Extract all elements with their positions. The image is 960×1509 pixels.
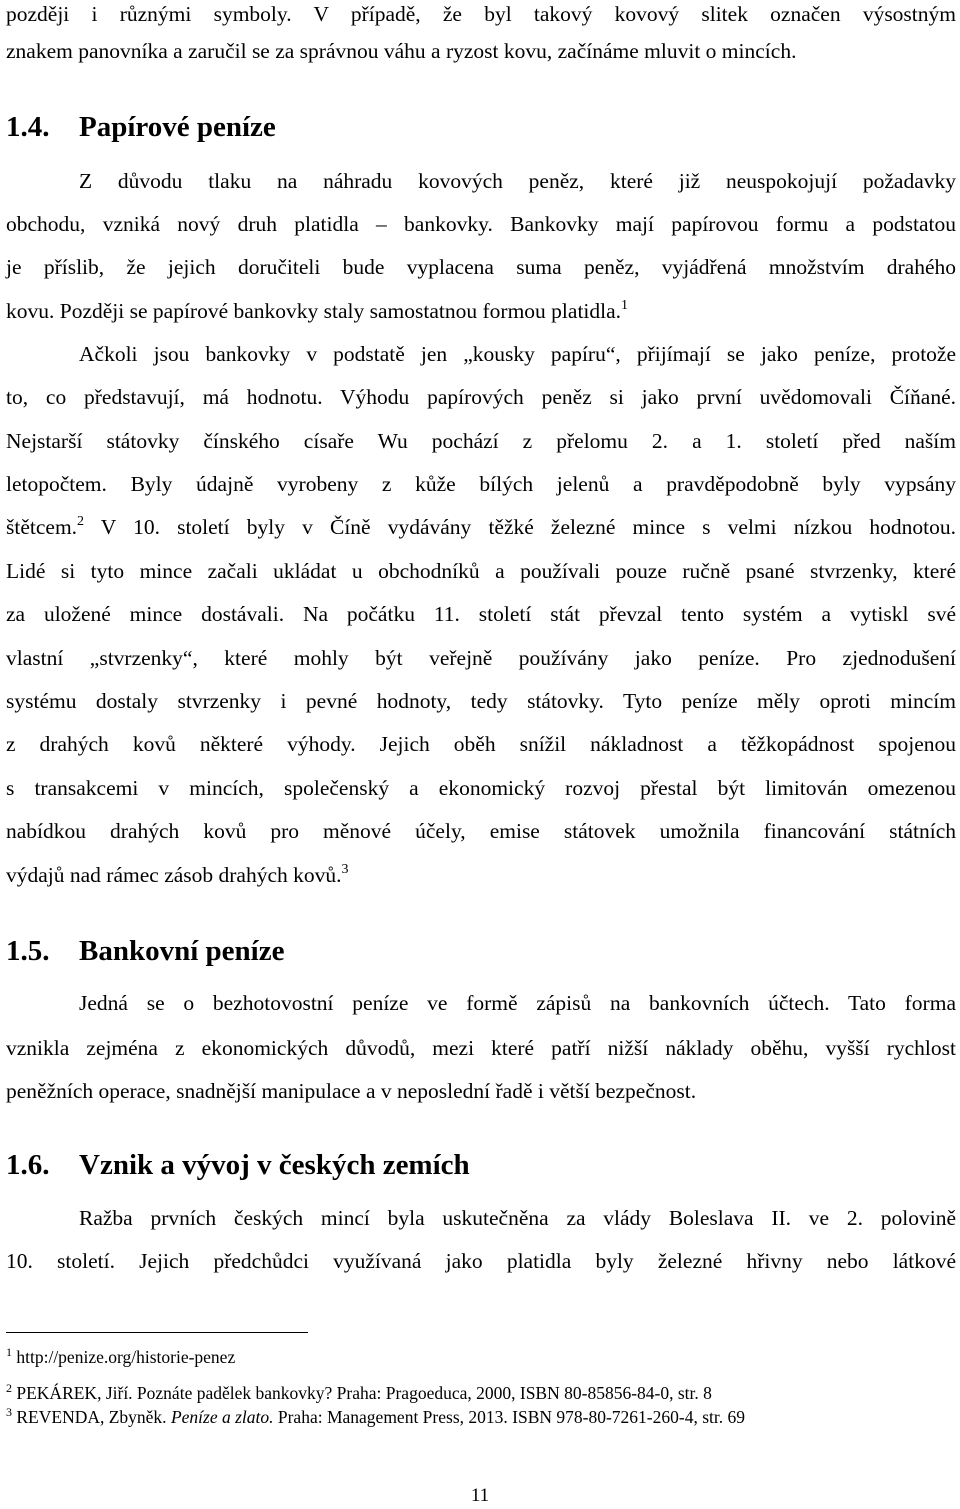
text-line: Lidé si tyto mince začali ukládat u obchodníků a používali pouze ručně psané stvrzenky, které — [6, 559, 956, 583]
section-heading — [6, 932, 284, 970]
text-line: Z důvodu tlaku na náhradu kovových peněz, které již neuspokojují požadavky — [79, 169, 956, 193]
text-line: s transakcemi v mincích, společenský a ekonomický rozvoj přestal být limitován omezenou — [6, 776, 956, 800]
footnote-ref: 3 — [341, 862, 349, 877]
text-line: 10. století. Jejich předchůdci využívaná jako platidla byly železné hřivny nebo látkové — [6, 1249, 956, 1273]
text-line: obchodu, vzniká nový druh platidla – bankovky. Bankovky mají papírovou formu a podstatou — [6, 212, 956, 236]
text-line: Nejstarší státovky čínského císaře Wu pochází z přelomu 2. a 1. století před naším — [6, 429, 956, 453]
text-line: Ačkoli jsou bankovky v podstatě jen „kousky papíru“, přijímají se jako peníze, protože — [79, 342, 956, 366]
text-line: znakem panovníka a zaručil se za správnou váhu a ryzost kovu, začínáme mluvit o mincích. — [6, 39, 797, 63]
text-line: nabídkou drahých kovů pro měnové účely, emise státovek umožnila financování státních — [6, 819, 956, 843]
footnote-title: Peníze a zlato. — [170, 1407, 274, 1427]
text-line: Ražba prvních českých mincí byla uskutečněna za vlády Boleslava II. ve 2. polovině — [79, 1206, 956, 1230]
text-line: to, co představují, má hodnotu. Výhodu papírových peněz si jako první uvědomovali Číňané. — [6, 385, 956, 409]
text-line: letopočtem. Byly údajně vyrobeny z kůže bílých jelenů a pravděpodobně byly vypsány — [6, 472, 956, 496]
footnote-ref: 1 — [621, 298, 629, 313]
text-line: peněžních operace, snadnější manipulace a v neposlední řadě i větší bezpečnost. — [6, 1079, 697, 1103]
text-line: Jedná se o bezhotovostní peníze ve formě zápisů na bankovních účtech. Tato forma — [79, 991, 956, 1015]
text-line: za uložené mince dostávali. Na počátku 11. století stát převzal tento systém a vytiskl své — [6, 602, 956, 626]
text-line: je příslib, že jejich doručiteli bude vyplacena suma peněz, vyjádřená množstvím drahého — [6, 255, 956, 279]
footnote-link[interactable]: http://penize.org/historie-penez — [16, 1347, 236, 1367]
section-title: Bankovní peníze — [79, 935, 285, 967]
footnote-number: 1 — [6, 1345, 12, 1359]
footnote-text: REVENDA, Zbyněk. — [16, 1407, 167, 1427]
section-number: 1.5. — [6, 935, 50, 967]
text-line — [6, 512, 956, 542]
section-number: 1.4. — [6, 111, 50, 143]
footnote-text: Praha: Management Press, 2013. ISBN 978-80-7261-260-4, str. 69 — [277, 1407, 745, 1427]
footnote-number: 2 — [6, 1381, 12, 1395]
footnote — [6, 1382, 712, 1404]
footnote — [6, 1346, 235, 1368]
text-span: výdajů nad rámec zásob drahých kovů. — [6, 863, 342, 887]
text-line — [6, 860, 956, 890]
section-number: 1.6. — [6, 1149, 50, 1181]
footnote-separator — [6, 1332, 308, 1333]
section-title: Papírové peníze — [79, 111, 276, 143]
text-line: z drahých kovů některé výhody. Jejich oběh snížil nákladnost a těžkopádnost spojenou — [6, 732, 956, 756]
page-number: 11 — [470, 1485, 490, 1506]
text-line: později i různými symboly. V případě, že byl takový kovový slitek označen výsostným — [6, 2, 956, 26]
text-span: štětcem. — [6, 515, 78, 539]
text-line: systému dostaly stvrzenky i pevné hodnoty, tedy státovky. Tyto peníze měly oproti mincím — [6, 689, 956, 713]
section-heading — [6, 1146, 470, 1184]
section-title: Vznik a vývoj v českých zemích — [79, 1149, 470, 1181]
text-span: V 10. století byly v Číně vydávány těžké železné mince s velmi nízkou hodnotou. — [100, 515, 956, 539]
text-line: vznikla zejména z ekonomických důvodů, mezi které patří nižší náklady oběhu, vyšší rychlost — [6, 1036, 956, 1060]
text-span: kovu. Později se papírové bankovky staly samostatnou formou platidla. — [6, 299, 622, 323]
text-line: vlastní „stvrzenky“, které mohly být veřejně používány jako peníze. Pro zjednodušení — [6, 646, 956, 670]
footnote-ref: 2 — [77, 514, 85, 529]
footnote-number: 3 — [6, 1405, 12, 1419]
text-line — [6, 296, 956, 326]
section-heading — [6, 108, 276, 146]
footnote-text: PEKÁREK, Jiří. Poznáte padělek bankovky? Praha: Pragoeduca, 2000, ISBN 80-85856-84-0, str. 8 — [16, 1383, 712, 1403]
footnote — [6, 1406, 745, 1428]
